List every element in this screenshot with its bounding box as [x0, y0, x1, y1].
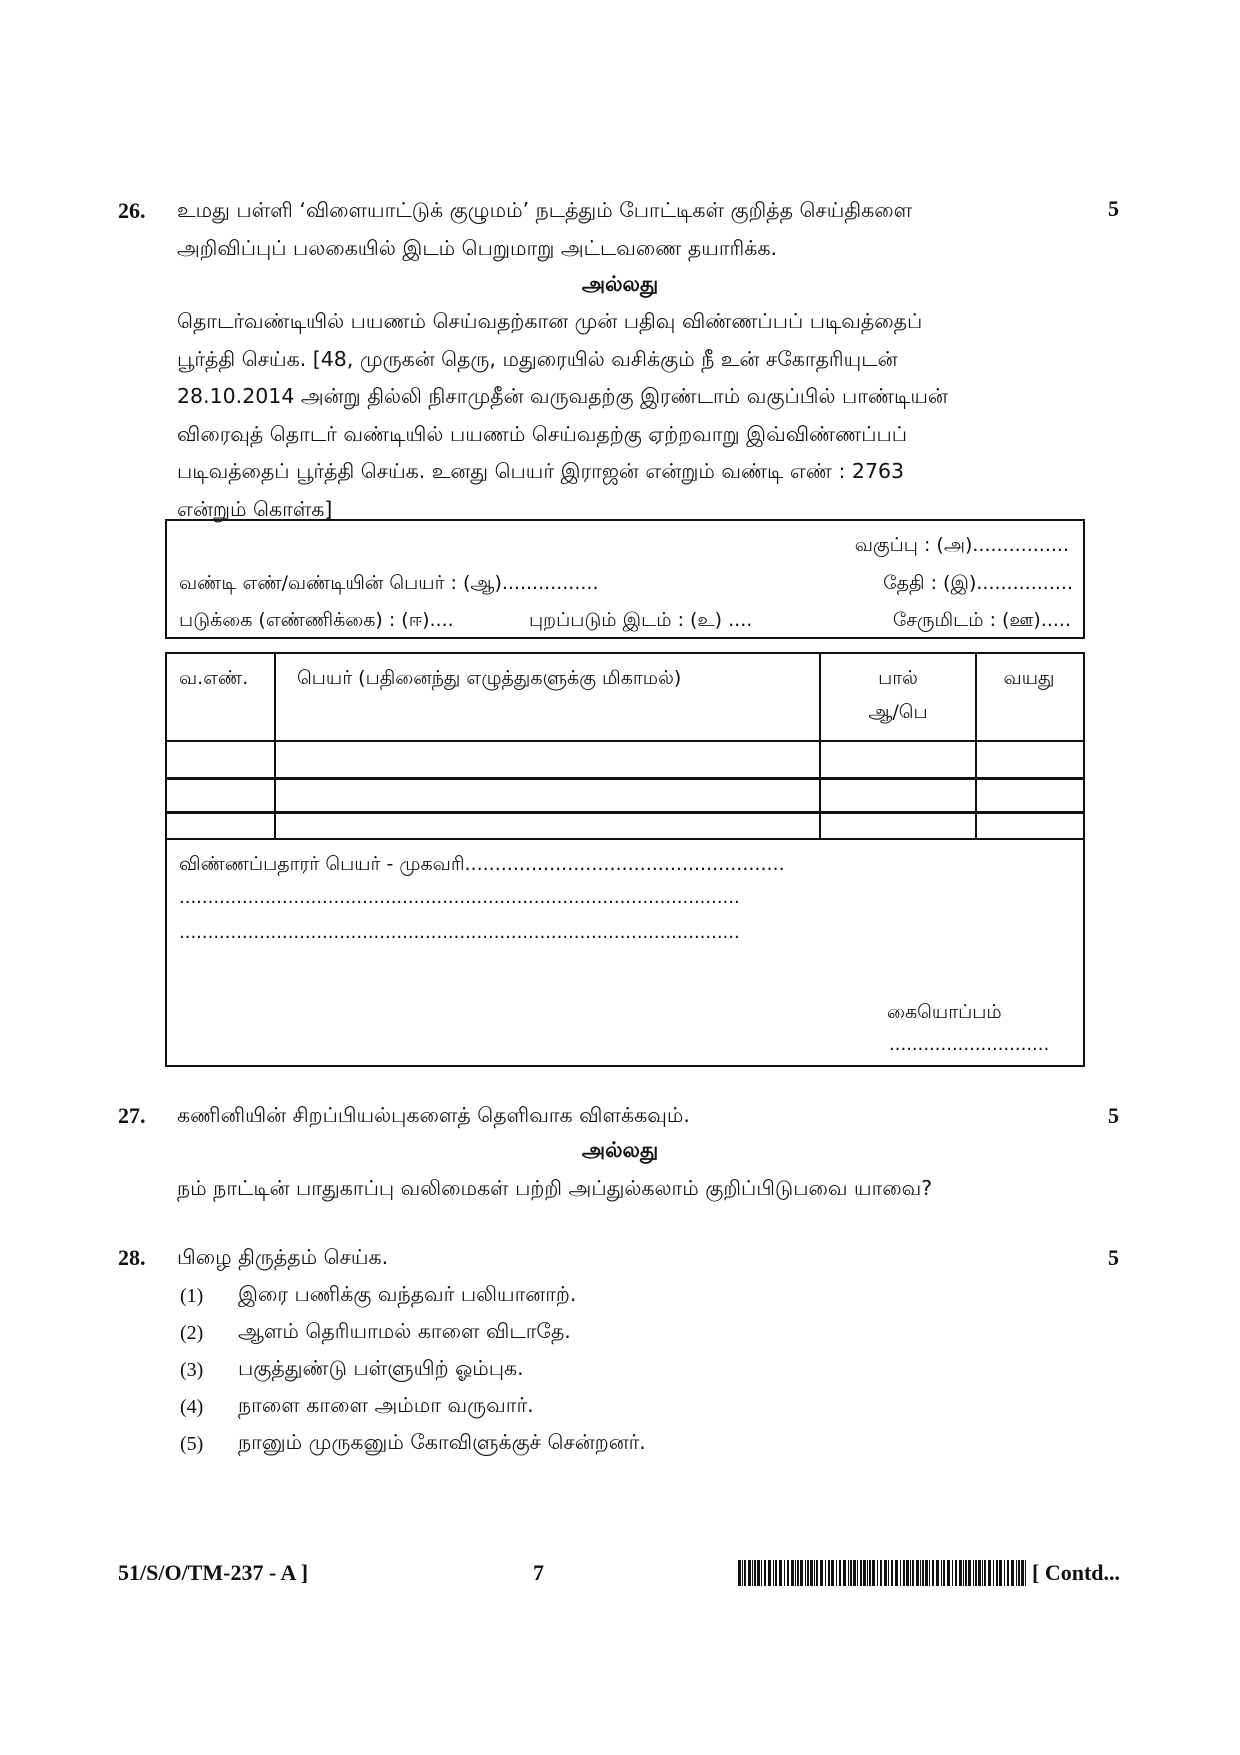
barcode-bar — [872, 1560, 875, 1586]
barcode-bar — [738, 1560, 741, 1586]
header-age: வயது — [1003, 667, 1055, 689]
barcode-bar — [941, 1560, 942, 1586]
question-number-26: 26. — [118, 198, 146, 223]
barcode-bar — [820, 1560, 823, 1586]
barcode-bar — [1018, 1560, 1020, 1586]
date-field: தேதி : (இ)................ — [883, 572, 1073, 594]
marks-28: 5 — [1108, 1245, 1119, 1270]
barcode-bar — [773, 1560, 774, 1586]
barcode-bar — [955, 1560, 957, 1586]
signature-dots: ............................ — [889, 1034, 1050, 1055]
barcode-bar — [982, 1560, 983, 1586]
header-gender-options: ஆ/பெ — [868, 701, 928, 723]
barcode-bar — [895, 1560, 898, 1586]
q28-item-text: இரை பணிக்கு வந்தவர் பலியானாற். — [238, 1282, 577, 1306]
barcode-bar — [807, 1560, 809, 1586]
barcode-bar — [947, 1560, 950, 1586]
q26-line-1: உமது பள்ளி ‘விளையாட்டுக் குழுமம்’ நடத்தும் போட்டிகள் குறித்த செய்திகளை — [177, 198, 913, 222]
barcode-bar — [1004, 1560, 1005, 1586]
q26-alt-line-3: 28.10.2014 அன்று தில்லி நிசாமுதீன் வருவதற்கு இரண்டாம் வகுப்பில் பாண்டியன் — [177, 384, 948, 408]
barcode-bar — [975, 1560, 977, 1586]
q28-item-text: நாளை காளை அம்மா வருவார். — [238, 1393, 534, 1417]
q26-alternative-text — [177, 303, 1072, 528]
barcode-bar — [1016, 1560, 1017, 1586]
barcode-bar — [929, 1560, 930, 1586]
barcode-bar — [869, 1560, 871, 1586]
question-number-27: 27. — [118, 1103, 146, 1128]
barcode-bar — [814, 1560, 815, 1586]
barcode-bar — [779, 1560, 782, 1586]
barcode-bar — [906, 1560, 909, 1586]
barcode-bar — [863, 1560, 866, 1586]
q26-alt-line-1: தொடர்வண்டியில் பயணம் செய்வதற்கான முன் பதிவு விண்ணப்பப் படிவத்தைப் — [177, 309, 923, 333]
or-label-26: அல்லது — [581, 272, 659, 296]
barcode-bar — [932, 1560, 934, 1586]
barcode-bar — [1025, 1560, 1026, 1586]
barcode-bar — [857, 1560, 858, 1586]
barcode-bar — [877, 1560, 878, 1586]
barcode-bar — [795, 1560, 796, 1586]
q26-alt-line-2: பூர்த்தி செய்க. [48, முருகன் தெரு, மதுரையில் வசிக்கும் நீ உன் சகோதரியுடன் — [177, 346, 898, 371]
marks-27: 5 — [1108, 1103, 1119, 1128]
barcode-bar — [891, 1560, 893, 1586]
barcode-bar — [884, 1560, 887, 1586]
question-number-28: 28. — [118, 1245, 146, 1270]
barcode-bar — [1007, 1560, 1009, 1586]
barcode-bar — [952, 1560, 953, 1586]
barcode-bar — [880, 1560, 882, 1586]
barcode-bar — [744, 1560, 746, 1586]
barcode-bar — [996, 1560, 998, 1586]
q27-line: கணினியின் சிறப்பியல்புகளைத் தெளிவாக விளக்கவும். — [177, 1103, 690, 1127]
barcode-bar — [968, 1560, 971, 1586]
paper-code: 51/S/O/TM-237 - A ] — [118, 1560, 309, 1585]
barcode-bar — [860, 1560, 862, 1586]
barcode-graphic — [738, 1560, 1028, 1586]
barcode-bar — [853, 1560, 856, 1586]
barcode-bar — [836, 1560, 837, 1586]
header-gender: பால் — [878, 667, 918, 689]
barcode-bar — [831, 1560, 834, 1586]
reservation-form-header — [165, 519, 1085, 639]
barcode-bar — [848, 1560, 849, 1586]
barcode-bar — [888, 1560, 889, 1586]
barcode-bar — [850, 1560, 852, 1586]
barcode-bar — [963, 1560, 964, 1586]
barcode-bar — [900, 1560, 901, 1586]
passenger-table — [165, 652, 1085, 1067]
barcode-bar — [867, 1560, 868, 1586]
barcode-bar — [754, 1560, 756, 1586]
barcode-bar — [810, 1560, 813, 1586]
applicant-label: விண்ணப்பதாரர் பெயர் - முகவரி..................................................... — [179, 853, 785, 875]
q26-alt-line-6: என்றும் கொள்க] — [177, 496, 333, 521]
to-field: சேருமிடம் : (ஊ)..... — [892, 609, 1071, 631]
barcode-bar — [959, 1560, 962, 1586]
or-label-27: அல்லது — [581, 1138, 659, 1162]
barcode-bar — [748, 1560, 751, 1586]
q28-item-number: (2) — [180, 1322, 204, 1344]
train-field: வண்டி எண்/வண்டியின் பெயர் : (ஆ)................ — [179, 572, 599, 594]
barcode-bar — [761, 1560, 762, 1586]
q28-item-text: நானும் முருகனும் கோவிளுக்குச் சென்றனர். — [238, 1430, 646, 1454]
q28-item-number: (3) — [180, 1359, 204, 1381]
barcode-bar — [764, 1560, 766, 1586]
barcode-bar — [797, 1560, 799, 1586]
barcode-bar — [925, 1560, 928, 1586]
page-number: 7 — [533, 1560, 544, 1585]
barcode-bar — [978, 1560, 981, 1586]
q28-line: பிழை திருத்தம் செய்க. — [177, 1245, 389, 1269]
barcode-bar — [910, 1560, 911, 1586]
barcode-bar — [903, 1560, 905, 1586]
berth-field: படுக்கை (எண்ணிக்கை) : (ஈ).... — [179, 609, 454, 631]
barcode-bar — [993, 1560, 994, 1586]
q28-item-number: (4) — [180, 1396, 204, 1418]
barcode-bar — [843, 1560, 846, 1586]
q28-item-number: (5) — [180, 1433, 204, 1455]
signature-label: கையொப்பம் — [887, 1001, 1002, 1023]
barcode-bar — [999, 1560, 1002, 1586]
marks-26: 5 — [1108, 196, 1119, 221]
q26-alt-line-4: விரைவுத் தொடர் வண்டியில் பயணம் செய்வதற்கு ஏற்றவாறு இவ்விண்ணப்பப் — [177, 421, 907, 446]
barcode-bar — [768, 1560, 771, 1586]
barcode-bar — [965, 1560, 967, 1586]
barcode-bar — [787, 1560, 789, 1586]
barcode-bar — [936, 1560, 939, 1586]
q27-alt-line: நம் நாட்டின் பாதுகாப்பு வலிமைகள் பற்றி அப்துல்கலாம் குறிப்பிடுபவை யாவை? — [177, 1176, 933, 1200]
barcode-bar — [757, 1560, 760, 1586]
barcode-bar — [916, 1560, 919, 1586]
barcode-bar — [1011, 1560, 1014, 1586]
q28-item-text: பகுத்துண்டு பள்ளுயிற் ஓம்புக. — [238, 1356, 524, 1380]
q28-item-text: ஆளம் தெரியாமல் காளை விடாதே. — [238, 1319, 571, 1343]
class-field: வகுப்பு : (அ)................ — [854, 534, 1069, 556]
barcode-bar — [805, 1560, 806, 1586]
barcode-bar — [973, 1560, 974, 1586]
header-serial-no: வ.எண். — [179, 667, 249, 689]
barcode-bar — [828, 1560, 830, 1586]
barcode-bar — [922, 1560, 924, 1586]
barcode-bar — [912, 1560, 914, 1586]
q28-item-number: (1) — [180, 1285, 204, 1307]
barcode-bar — [742, 1560, 743, 1586]
barcode-bar — [920, 1560, 921, 1586]
from-field: புறப்படும் இடம் : (உ) .... — [529, 609, 753, 631]
continued-label: [ Contd... — [1032, 1560, 1121, 1585]
q26-line-2: அறிவிப்புப் பலகையில் இடம் பெறுமாறு அட்டவணை தயாரிக்க. — [177, 236, 778, 260]
header-name: பெயர் (பதினைந்து எழுத்துகளுக்கு மிகாமல்) — [297, 667, 682, 689]
barcode-bar — [784, 1560, 785, 1586]
barcode-bar — [984, 1560, 986, 1586]
barcode-bar — [800, 1560, 803, 1586]
barcode-bar — [752, 1560, 753, 1586]
address-dots-2: .................................................................................................. — [179, 922, 740, 943]
address-dots-1: .................................................................................................. — [179, 887, 740, 908]
barcode-bar — [943, 1560, 945, 1586]
barcode-bar — [816, 1560, 818, 1586]
barcode — [738, 1560, 1028, 1586]
barcode-bar — [791, 1560, 794, 1586]
barcode-bar — [825, 1560, 826, 1586]
barcode-bar — [1021, 1560, 1024, 1586]
barcode-bar — [839, 1560, 841, 1586]
q26-alt-line-5: படிவத்தைப் பூர்த்தி செய்க. உனது பெயர் இராஜன் என்றும் வண்டி எண் : 2763 — [177, 459, 905, 483]
barcode-bar — [988, 1560, 991, 1586]
barcode-bar — [775, 1560, 777, 1586]
